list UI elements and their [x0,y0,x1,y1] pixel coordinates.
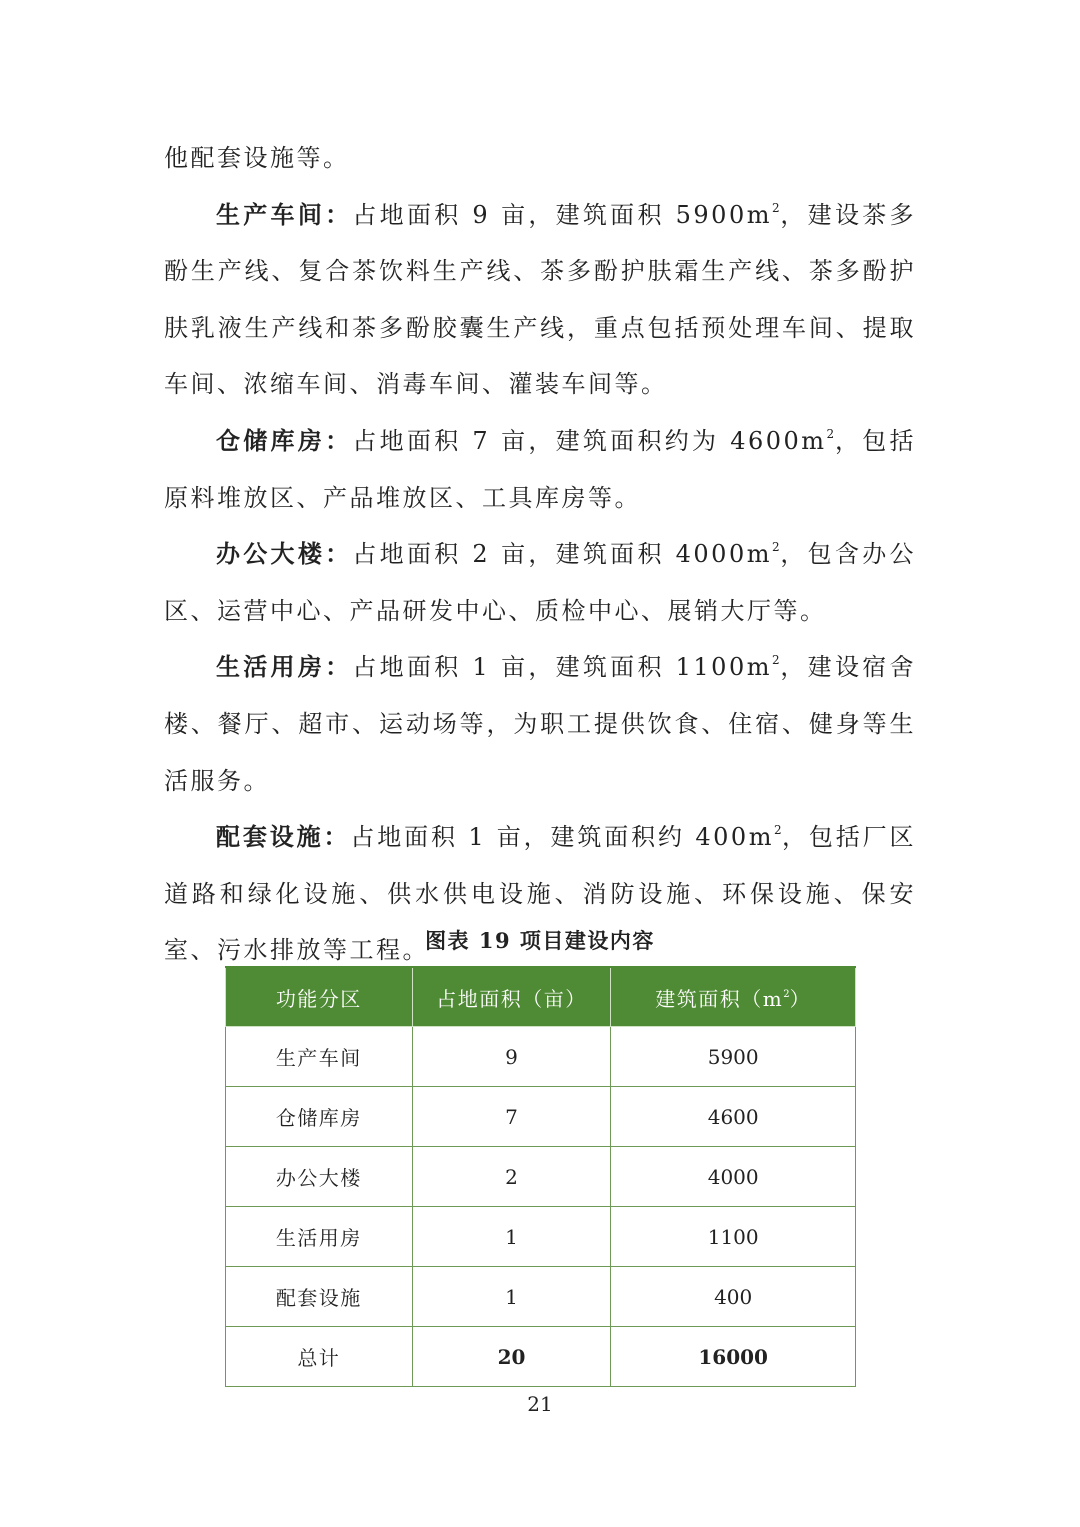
cell-floor-area: 1100 [611,1207,856,1267]
cell-land-area: 1 [412,1207,611,1267]
cell-zone: 仓储库房 [226,1087,413,1147]
cell-total-floor-area: 16000 [611,1327,856,1387]
cell-zone: 生产车间 [226,1027,413,1087]
cell-floor-area: 5900 [611,1027,856,1087]
cell-total-land-area: 20 [412,1327,611,1387]
paragraph-supporting-facilities: 配套设施：占地面积 1 亩，建筑面积约 $400m^2$，包括厂区道路和绿化设施、供水供电设施、消防设施、环保设施、保安室、污水排放等工程。 [164,822,916,965]
cell-zone: 办公大楼 [226,1147,413,1207]
paragraph-office-building: 办公大楼：占地面积 2 亩，建筑面积 $4000m^2$，包含办公区、运营中心、产品研发中心、质检中心、展销大厅等。 [164,539,917,625]
paragraph-continuation: 他配套设施等。 [164,144,350,172]
term-label: 办公大楼： [216,539,353,569]
page-number: 21 [527,1392,553,1416]
header-floor-area: 建筑面积$(m^2)$ [611,967,856,1027]
paragraph-warehouse: 仓储库房：占地面积 7 亩，建筑面积约为 $4600m^2$，包括原料堆放区、产品堆放区、工具库房等。 [164,425,917,512]
paragraph-living-quarters: 生活用房：占地面积 1 亩，建筑面积 $1100m^2$，建设宿舍楼、餐厅、超市、运动场等，为职工提供饮食、住宿、健身等生活服务。 [164,652,917,795]
header-zone: 功能分区 [226,967,413,1027]
cell-total-label: 总计 [226,1327,413,1387]
table-total-row [226,1327,856,1387]
cell-land-area: 1 [412,1267,611,1327]
table-row [226,1207,856,1267]
cell-floor-area: 400 [611,1267,856,1327]
term-label: 生产车间： [216,199,353,229]
paragraph-production-workshop: 生产车间：占地面积 9 亩，建筑面积 $5900m^2$，建设茶多酚生产线、复合茶饮料生产线、茶多酚护肤霜生产线、茶多酚护肤乳液生产线和茶多酚胶囊生产线，重点包括预处理车间、提取车间、浓缩车间、消毒车间、灌装车间等。 [164,199,917,399]
table-header-row [226,967,856,1027]
term-label: 生活用房： [216,652,353,682]
body-text [164,130,916,979]
table-row [226,1087,856,1147]
header-land-area: 占地面积（亩） [412,967,611,1027]
cell-floor-area: 4600 [611,1087,856,1147]
cell-land-area: 2 [412,1147,611,1207]
cell-zone: 生活用房 [226,1207,413,1267]
term-label: 仓储库房： [216,425,353,455]
cell-floor-area: 4000 [611,1147,856,1207]
table-row [226,1147,856,1207]
table-row [226,1267,856,1327]
cell-land-area: 9 [412,1027,611,1087]
table-row [226,1027,856,1087]
table-caption: 图表 19 项目建设内容 [425,928,655,953]
cell-land-area: 7 [412,1087,611,1147]
construction-table [225,966,856,1387]
cell-zone: 配套设施 [226,1267,413,1327]
term-label: 配套设施： [216,822,351,852]
